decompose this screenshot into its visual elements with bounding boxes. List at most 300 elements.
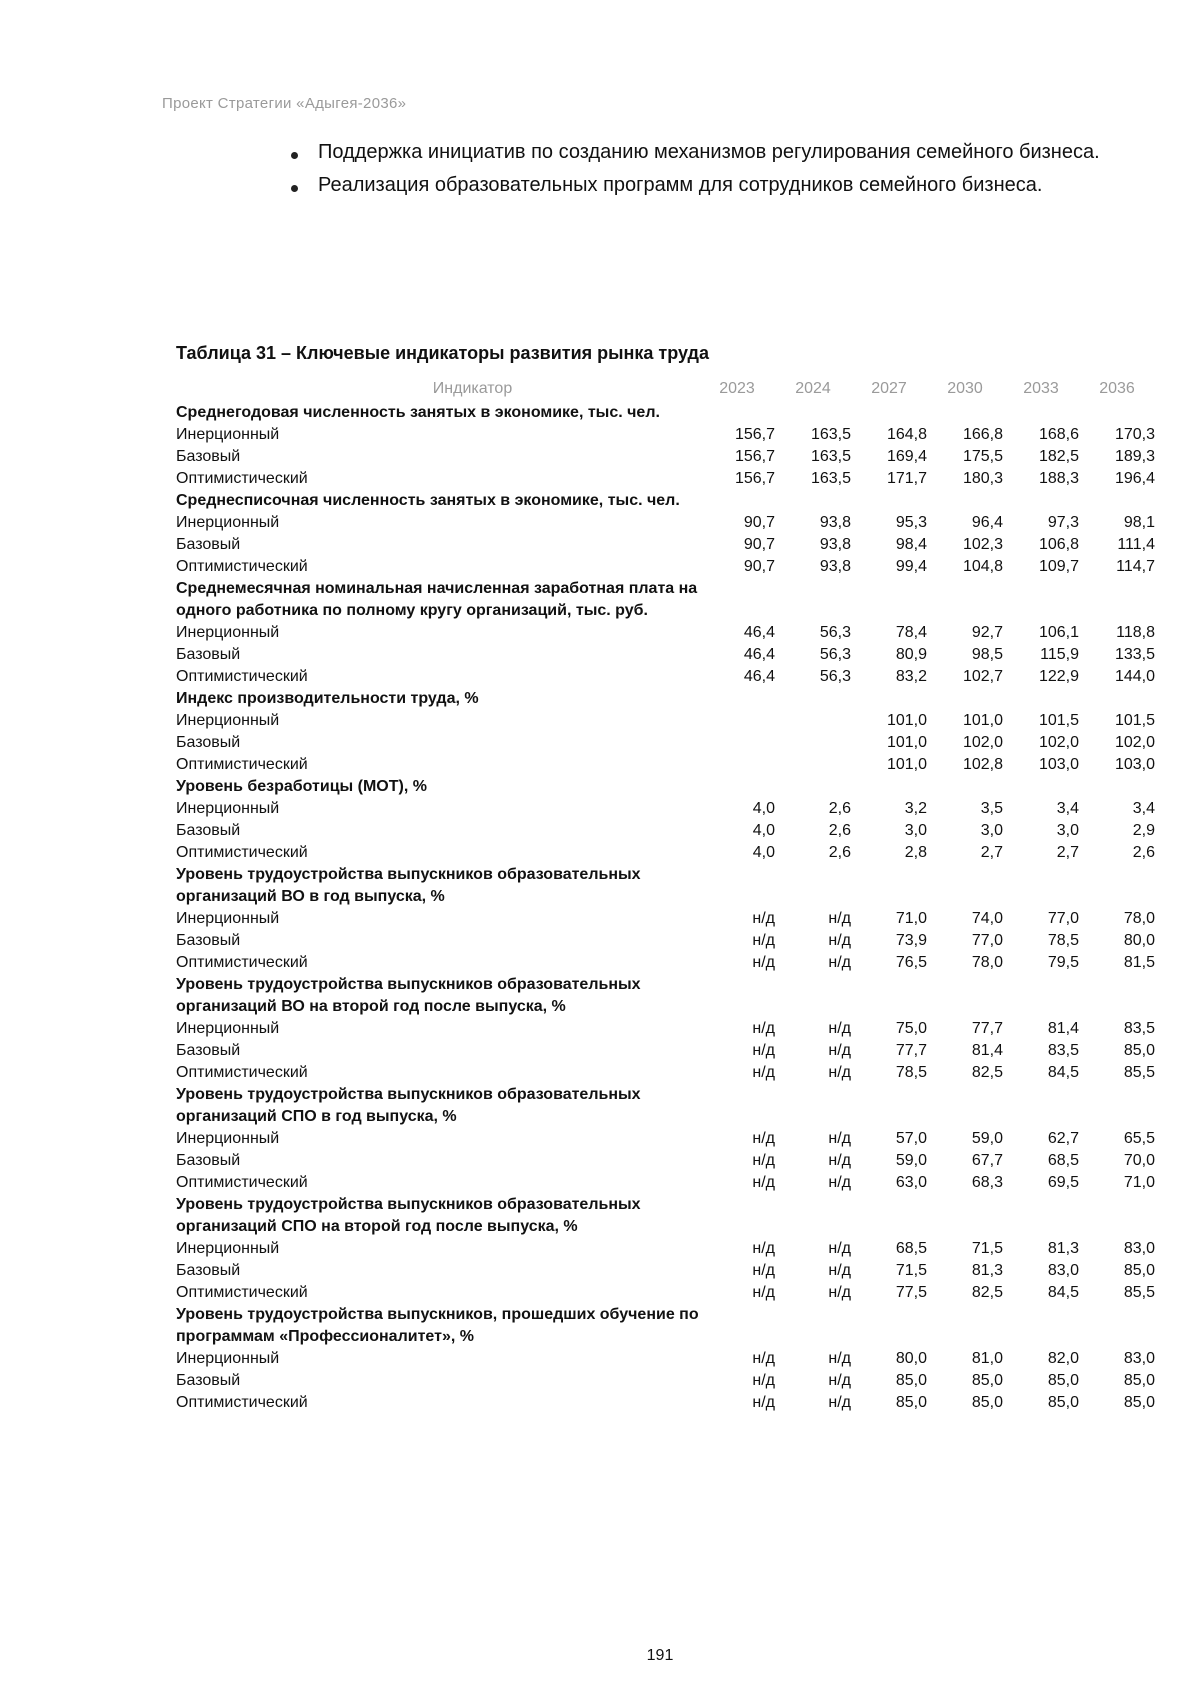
- value-cell: 90,7: [743, 514, 775, 531]
- table-group-row: [176, 1194, 1155, 1238]
- value-cell: 92,7: [971, 624, 1003, 641]
- indicator-name: Уровень трудоустройства выпускников образовательных организаций ВО на второй год после выпуска, %: [176, 976, 641, 1015]
- empty-cell: [851, 490, 927, 512]
- table-row: [176, 1238, 1155, 1260]
- empty-cell: [851, 1304, 927, 1348]
- empty-cell: [927, 688, 1003, 710]
- value-cell: н/д: [828, 910, 851, 927]
- table-row: [176, 1040, 1155, 1062]
- table-group-row: [176, 490, 1155, 512]
- value-cell: 56,3: [819, 668, 851, 685]
- indicators-table: [176, 378, 1155, 1414]
- value-cell: 3,0: [1056, 822, 1079, 839]
- empty-cell: [775, 1194, 851, 1238]
- table-row: [176, 908, 1155, 930]
- bullet-icon: [291, 152, 298, 159]
- value-cell: 81,4: [1047, 1020, 1079, 1037]
- value-cell: 71,5: [971, 1240, 1003, 1257]
- value-cell: н/д: [752, 1020, 775, 1037]
- value-cell: 70,0: [1123, 1152, 1155, 1169]
- value-cell: н/д: [828, 1372, 851, 1389]
- value-cell: н/д: [828, 1130, 851, 1147]
- indicator-name: Среднегодовая численность занятых в экономике, тыс. чел.: [176, 404, 660, 421]
- scenario-label: Инерционный: [176, 1020, 280, 1037]
- scenario-label: Оптимистический: [176, 1174, 308, 1191]
- table-row: [176, 534, 1155, 556]
- table-title: Таблица 31 – Ключевые индикаторы развития рынка труда: [176, 343, 709, 363]
- value-cell: 83,5: [1047, 1042, 1079, 1059]
- value-cell: 102,0: [1114, 734, 1155, 751]
- scenario-label: Оптимистический: [176, 844, 308, 861]
- value-cell: 90,7: [743, 558, 775, 575]
- value-cell: 85,0: [1123, 1372, 1155, 1389]
- empty-cell: [1003, 1084, 1079, 1128]
- indicator-name: Уровень трудоустройства выпускников образовательных организаций СПО в год выпуска, %: [176, 1086, 641, 1125]
- empty-cell: [1079, 688, 1155, 710]
- value-cell: 106,8: [1038, 536, 1079, 553]
- value-cell: 85,0: [895, 1372, 927, 1389]
- value-cell: 77,7: [971, 1020, 1003, 1037]
- value-cell: н/д: [752, 1064, 775, 1081]
- empty-cell: [851, 864, 927, 908]
- indicator-name: Уровень безработицы (МОТ), %: [176, 778, 427, 795]
- value-cell: н/д: [752, 1130, 775, 1147]
- empty-cell: [1079, 578, 1155, 622]
- empty-cell: [851, 578, 927, 622]
- empty-cell: [1003, 688, 1079, 710]
- table-group-row: [176, 864, 1155, 908]
- value-cell: 156,7: [734, 470, 775, 487]
- value-cell: 85,0: [1123, 1262, 1155, 1279]
- value-cell: 93,8: [819, 536, 851, 553]
- value-cell: 170,3: [1114, 426, 1155, 443]
- value-cell: н/д: [752, 1152, 775, 1169]
- value-cell: 189,3: [1114, 448, 1155, 465]
- value-cell: 85,0: [1047, 1394, 1079, 1411]
- value-cell: 75,0: [895, 1020, 927, 1037]
- value-cell: 78,5: [895, 1064, 927, 1081]
- value-cell: 85,0: [1047, 1372, 1079, 1389]
- value-cell: 68,5: [1047, 1152, 1079, 1169]
- empty-cell: [1003, 864, 1079, 908]
- value-cell: н/д: [828, 1240, 851, 1257]
- value-cell: [699, 754, 775, 776]
- table-group-row: [176, 402, 1155, 424]
- scenario-label: Базовый: [176, 1152, 241, 1169]
- table-header-row: [176, 378, 1155, 402]
- value-cell: 82,5: [971, 1064, 1003, 1081]
- value-cell: 114,7: [1116, 558, 1155, 575]
- value-cell: н/д: [828, 1262, 851, 1279]
- table-row: [176, 666, 1155, 688]
- table-row: [176, 644, 1155, 666]
- value-cell: 69,5: [1047, 1174, 1079, 1191]
- empty-cell: [699, 1194, 775, 1238]
- value-cell: 133,5: [1114, 646, 1155, 663]
- value-cell: 90,7: [743, 536, 775, 553]
- value-cell: 4,0: [752, 844, 775, 861]
- value-cell: н/д: [828, 1042, 851, 1059]
- value-cell: н/д: [752, 1350, 775, 1367]
- page-header: Проект Стратегии «Адыгея-2036»: [162, 95, 407, 112]
- value-cell: 46,4: [743, 624, 775, 641]
- value-cell: 3,0: [980, 822, 1003, 839]
- empty-cell: [1079, 1304, 1155, 1348]
- value-cell: 84,5: [1047, 1284, 1079, 1301]
- value-cell: 77,0: [1047, 910, 1079, 927]
- table-body: [176, 402, 1155, 1414]
- empty-cell: [1079, 974, 1155, 1018]
- value-cell: 102,0: [962, 734, 1003, 751]
- value-cell: н/д: [752, 1262, 775, 1279]
- value-cell: 101,0: [886, 712, 927, 729]
- value-cell: 4,0: [752, 822, 775, 839]
- value-cell: н/д: [752, 1372, 775, 1389]
- table-row: [176, 1370, 1155, 1392]
- bullet-text: Реализация образовательных программ для сотрудников семейного бизнеса.: [318, 174, 1043, 196]
- value-cell: 78,4: [895, 624, 927, 641]
- value-cell: 163,5: [810, 470, 851, 487]
- value-cell: н/д: [828, 1350, 851, 1367]
- table-row: [176, 952, 1155, 974]
- value-cell: 3,2: [904, 800, 927, 817]
- value-cell: [775, 710, 851, 732]
- scenario-label: Базовый: [176, 734, 241, 751]
- column-header: 2036: [1099, 380, 1135, 397]
- page-number: 191: [646, 1647, 674, 1664]
- value-cell: 83,0: [1123, 1240, 1155, 1257]
- value-cell: 56,3: [819, 624, 851, 641]
- empty-cell: [1079, 864, 1155, 908]
- bullet-item: [318, 140, 1154, 165]
- table-row: [176, 1018, 1155, 1040]
- value-cell: 102,8: [962, 756, 1003, 773]
- empty-cell: [927, 1194, 1003, 1238]
- value-cell: 82,0: [1047, 1350, 1079, 1367]
- scenario-label: Инерционный: [176, 910, 280, 927]
- empty-cell: [927, 1304, 1003, 1348]
- table-row: [176, 754, 1155, 776]
- value-cell: 101,0: [886, 734, 927, 751]
- empty-cell: [699, 402, 775, 424]
- value-cell: 62,7: [1047, 1130, 1079, 1147]
- value-cell: н/д: [752, 954, 775, 971]
- empty-cell: [1003, 578, 1079, 622]
- value-cell: 59,0: [971, 1130, 1003, 1147]
- value-cell: 59,0: [895, 1152, 927, 1169]
- value-cell: 156,7: [734, 448, 775, 465]
- value-cell: 106,1: [1038, 624, 1079, 641]
- empty-cell: [1003, 776, 1079, 798]
- column-header: 2030: [947, 380, 983, 397]
- value-cell: 83,0: [1047, 1262, 1079, 1279]
- value-cell: 2,7: [980, 844, 1003, 861]
- value-cell: 98,1: [1123, 514, 1155, 531]
- empty-cell: [1079, 402, 1155, 424]
- value-cell: 85,0: [1123, 1042, 1155, 1059]
- value-cell: 78,5: [1047, 932, 1079, 949]
- empty-cell: [1003, 1194, 1079, 1238]
- table-row: [176, 446, 1155, 468]
- empty-cell: [851, 1084, 927, 1128]
- table-row: [176, 1172, 1155, 1194]
- table-row: [176, 732, 1155, 754]
- empty-cell: [775, 578, 851, 622]
- scenario-label: Базовый: [176, 448, 241, 465]
- value-cell: 102,3: [962, 536, 1003, 553]
- value-cell: 80,0: [895, 1350, 927, 1367]
- table-row: [176, 556, 1155, 578]
- table-row: [176, 1128, 1155, 1150]
- value-cell: 180,3: [962, 470, 1003, 487]
- table-row: [176, 798, 1155, 820]
- value-cell: 101,0: [962, 712, 1003, 729]
- empty-cell: [927, 578, 1003, 622]
- value-cell: 3,4: [1132, 800, 1155, 817]
- value-cell: 2,8: [904, 844, 927, 861]
- value-cell: н/д: [752, 910, 775, 927]
- value-cell: 2,6: [828, 844, 851, 861]
- value-cell: н/д: [828, 1064, 851, 1081]
- value-cell: 102,0: [1038, 734, 1079, 751]
- value-cell: 85,0: [971, 1394, 1003, 1411]
- value-cell: 3,0: [904, 822, 927, 839]
- value-cell: 83,2: [895, 668, 927, 685]
- empty-cell: [699, 864, 775, 908]
- scenario-label: Базовый: [176, 1042, 241, 1059]
- value-cell: н/д: [828, 1174, 851, 1191]
- empty-cell: [851, 776, 927, 798]
- value-cell: 77,0: [971, 932, 1003, 949]
- table-row: [176, 1062, 1155, 1084]
- value-cell: 118,8: [1116, 624, 1155, 641]
- indicator-name: Индекс производительности труда, %: [176, 690, 479, 707]
- value-cell: 79,5: [1047, 954, 1079, 971]
- empty-cell: [927, 864, 1003, 908]
- bullet-list: [318, 140, 1154, 206]
- empty-cell: [1079, 1194, 1155, 1238]
- value-cell: 103,0: [1114, 756, 1155, 773]
- value-cell: 104,8: [962, 558, 1003, 575]
- table-row: [176, 1150, 1155, 1172]
- table-row: [176, 1348, 1155, 1370]
- value-cell: 196,4: [1114, 470, 1155, 487]
- table-row: [176, 468, 1155, 490]
- value-cell: 77,5: [895, 1284, 927, 1301]
- indicator-name: Среднесписочная численность занятых в экономике, тыс. чел.: [176, 492, 680, 509]
- indicator-name: Уровень трудоустройства выпускников образовательных организаций СПО на второй год после выпуска, %: [176, 1196, 641, 1235]
- value-cell: 71,5: [895, 1262, 927, 1279]
- value-cell: 81,4: [971, 1042, 1003, 1059]
- empty-cell: [775, 402, 851, 424]
- value-cell: 182,5: [1038, 448, 1079, 465]
- empty-cell: [775, 1084, 851, 1128]
- value-cell: 80,9: [895, 646, 927, 663]
- empty-cell: [699, 688, 775, 710]
- value-cell: 171,7: [886, 470, 927, 487]
- table-row: [176, 622, 1155, 644]
- scenario-label: Базовый: [176, 646, 241, 663]
- value-cell: 115,9: [1040, 646, 1079, 663]
- table-group-row: [176, 578, 1155, 622]
- empty-cell: [699, 578, 775, 622]
- value-cell: 85,0: [971, 1372, 1003, 1389]
- value-cell: 76,5: [895, 954, 927, 971]
- bullet-item: [318, 173, 1154, 198]
- table-row: [176, 710, 1155, 732]
- value-cell: 73,9: [895, 932, 927, 949]
- value-cell: н/д: [752, 932, 775, 949]
- value-cell: н/д: [752, 1394, 775, 1411]
- bullet-icon: [291, 185, 298, 192]
- scenario-label: Базовый: [176, 536, 241, 553]
- empty-cell: [699, 1304, 775, 1348]
- scenario-label: Инерционный: [176, 514, 280, 531]
- empty-cell: [775, 1304, 851, 1348]
- value-cell: н/д: [828, 1020, 851, 1037]
- value-cell: 85,5: [1123, 1064, 1155, 1081]
- scenario-label: Инерционный: [176, 712, 280, 729]
- table-row: [176, 1282, 1155, 1304]
- value-cell: 81,0: [971, 1350, 1003, 1367]
- empty-cell: [1003, 974, 1079, 1018]
- value-cell: н/д: [752, 1174, 775, 1191]
- value-cell: 81,3: [971, 1262, 1003, 1279]
- table-row: [176, 930, 1155, 952]
- scenario-label: Инерционный: [176, 1240, 280, 1257]
- scenario-label: Инерционный: [176, 1350, 280, 1367]
- value-cell: 2,9: [1132, 822, 1155, 839]
- value-cell: 57,0: [895, 1130, 927, 1147]
- table-row: [176, 1260, 1155, 1282]
- value-cell: 3,4: [1056, 800, 1079, 817]
- scenario-label: Оптимистический: [176, 1064, 308, 1081]
- value-cell: 101,5: [1038, 712, 1079, 729]
- value-cell: [775, 732, 851, 754]
- value-cell: 65,5: [1123, 1130, 1155, 1147]
- table-group-row: [176, 688, 1155, 710]
- table-group-row: [176, 1084, 1155, 1128]
- table-group-row: [176, 974, 1155, 1018]
- value-cell: 77,7: [895, 1042, 927, 1059]
- value-cell: 101,0: [886, 756, 927, 773]
- value-cell: 2,6: [828, 822, 851, 839]
- empty-cell: [775, 864, 851, 908]
- value-cell: 144,0: [1114, 668, 1155, 685]
- empty-cell: [775, 688, 851, 710]
- column-header: 2033: [1023, 380, 1059, 397]
- value-cell: 122,9: [1038, 668, 1079, 685]
- value-cell: 83,5: [1123, 1020, 1155, 1037]
- value-cell: н/д: [828, 1394, 851, 1411]
- value-cell: 4,0: [752, 800, 775, 817]
- value-cell: 68,5: [895, 1240, 927, 1257]
- value-cell: 85,0: [895, 1394, 927, 1411]
- bullet-text: Поддержка инициатив по созданию механизмов регулирования семейного бизнеса.: [318, 141, 1100, 163]
- table-row: [176, 424, 1155, 446]
- value-cell: 85,0: [1123, 1394, 1155, 1411]
- empty-cell: [851, 688, 927, 710]
- value-cell: н/д: [752, 1284, 775, 1301]
- value-cell: 102,7: [962, 668, 1003, 685]
- table-row: [176, 842, 1155, 864]
- empty-cell: [927, 1084, 1003, 1128]
- indicator-name: Среднемесячная номинальная начисленная заработная плата на одного работника по полному кругу организаций, тыс. руб.: [176, 580, 698, 619]
- value-cell: 168,6: [1038, 426, 1079, 443]
- scenario-label: Инерционный: [176, 624, 280, 641]
- column-header: 2023: [719, 380, 755, 397]
- value-cell: 175,5: [962, 448, 1003, 465]
- scenario-label: Оптимистический: [176, 1284, 308, 1301]
- scenario-label: Оптимистический: [176, 470, 308, 487]
- indicator-name: Уровень трудоустройства выпускников, прошедших обучение по программам «Профессионалитет», %: [176, 1306, 699, 1345]
- value-cell: 67,7: [971, 1152, 1003, 1169]
- column-header: 2027: [871, 380, 907, 397]
- empty-cell: [927, 490, 1003, 512]
- value-cell: 63,0: [895, 1174, 927, 1191]
- value-cell: 82,5: [971, 1284, 1003, 1301]
- value-cell: 83,0: [1123, 1350, 1155, 1367]
- table-group-row: [176, 1304, 1155, 1348]
- value-cell: 3,5: [980, 800, 1003, 817]
- value-cell: 156,7: [734, 426, 775, 443]
- scenario-label: Инерционный: [176, 1130, 280, 1147]
- value-cell: 81,3: [1047, 1240, 1079, 1257]
- value-cell: 2,6: [1132, 844, 1155, 861]
- value-cell: 80,0: [1123, 932, 1155, 949]
- empty-cell: [1079, 1084, 1155, 1128]
- value-cell: 188,3: [1038, 470, 1079, 487]
- scenario-label: Базовый: [176, 1262, 241, 1279]
- value-cell: 98,5: [971, 646, 1003, 663]
- empty-cell: [699, 1084, 775, 1128]
- empty-cell: [775, 490, 851, 512]
- value-cell: 101,5: [1114, 712, 1155, 729]
- table-row: [176, 512, 1155, 534]
- value-cell: 71,0: [895, 910, 927, 927]
- scenario-label: Оптимистический: [176, 1394, 308, 1411]
- value-cell: 95,3: [895, 514, 927, 531]
- empty-cell: [1079, 490, 1155, 512]
- value-cell: 169,4: [886, 448, 927, 465]
- value-cell: 98,4: [895, 536, 927, 553]
- value-cell: [699, 710, 775, 732]
- empty-cell: [851, 402, 927, 424]
- scenario-label: Базовый: [176, 822, 241, 839]
- scenario-label: Инерционный: [176, 800, 280, 817]
- empty-cell: [1079, 776, 1155, 798]
- value-cell: н/д: [828, 1152, 851, 1169]
- empty-cell: [851, 974, 927, 1018]
- value-cell: 68,3: [971, 1174, 1003, 1191]
- value-cell: 46,4: [743, 646, 775, 663]
- table-row: [176, 1392, 1155, 1414]
- value-cell: 93,8: [819, 514, 851, 531]
- empty-cell: [699, 490, 775, 512]
- value-cell: 164,8: [886, 426, 927, 443]
- empty-cell: [927, 402, 1003, 424]
- empty-cell: [1003, 402, 1079, 424]
- value-cell: [775, 754, 851, 776]
- scenario-label: Базовый: [176, 1372, 241, 1389]
- value-cell: 99,4: [895, 558, 927, 575]
- value-cell: 163,5: [810, 448, 851, 465]
- value-cell: 93,8: [819, 558, 851, 575]
- value-cell: 71,0: [1123, 1174, 1155, 1191]
- value-cell: н/д: [752, 1042, 775, 1059]
- value-cell: 96,4: [971, 514, 1003, 531]
- value-cell: 78,0: [1123, 910, 1155, 927]
